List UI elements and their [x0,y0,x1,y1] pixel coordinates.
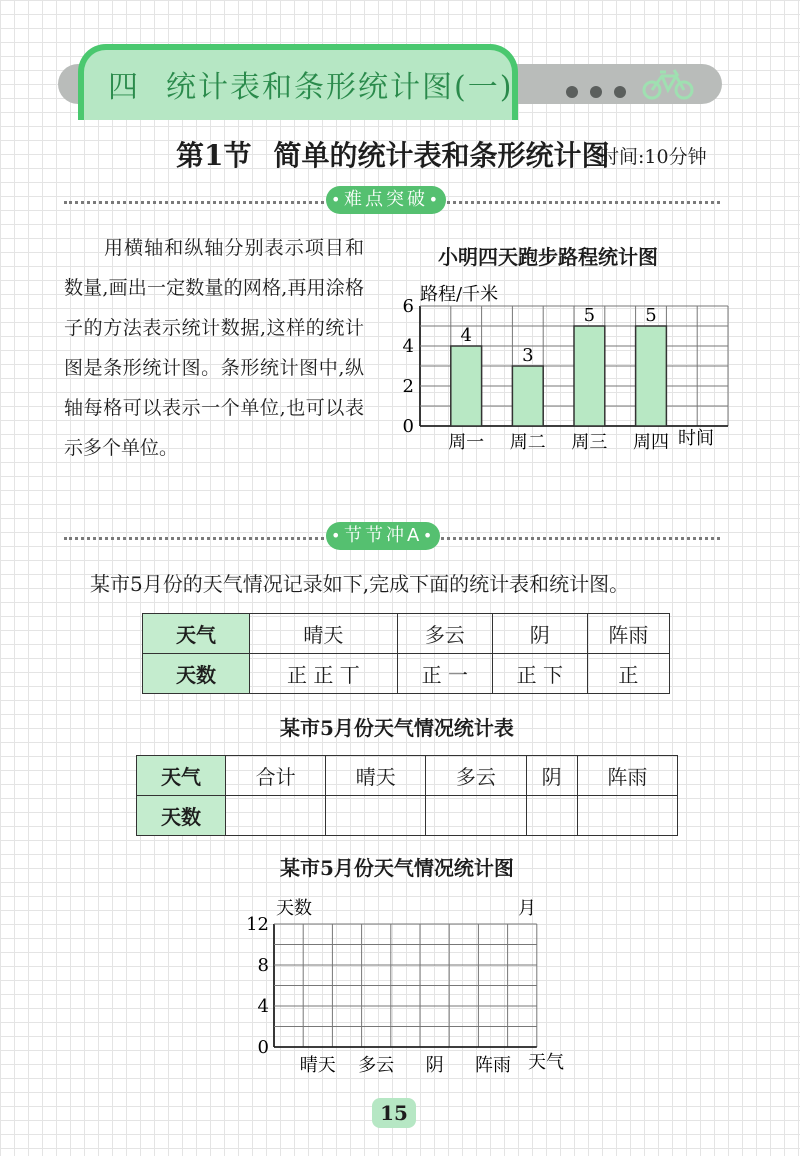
chart1-data-label: 3 [522,345,534,366]
chart2-ytick: 4 [257,996,269,1017]
chart2-categories [300,1055,511,1076]
tally-mark: 正 下 [492,654,587,694]
unit-title-text: 统计表和条形统计图(一) [166,70,514,105]
chart1-yticks [403,296,414,437]
unit-title [108,62,513,106]
chart1-ytick: 2 [402,376,414,397]
stat-col-overcast: 阴 [526,756,577,796]
stat-input-cell[interactable] [226,796,326,836]
chart1-category-label: 周二 [509,432,546,453]
chart2-corner-label: 月 [518,898,536,919]
section-title-text: 简单的统计表和条形统计图 [273,139,610,172]
time-limit: 时间:10分钟 [600,146,707,168]
chart2-ytick: 0 [257,1037,269,1058]
stat-col-cloudy: 多云 [426,756,526,796]
stat-header-days: 天数 [137,796,226,836]
stat-table-caption: 某市5月份天气情况统计表 [280,716,514,740]
section-title [176,134,610,174]
chart2-category-label: 阴 [425,1055,444,1076]
chart2-xlabel: 天气 [528,1052,564,1073]
chart2-ytick: 8 [257,955,269,976]
chart1-ylabel: 路程/千米 [420,284,499,305]
chart1-ytick: 0 [402,416,414,437]
chart2-category-label: 晴天 [299,1055,336,1076]
chart1 [380,270,730,460]
intro-paragraph: 用横轴和纵轴分别表示项目和数量,画出一定数量的网格,再用涂格子的方法表示统计数据,这样的统计图是条形统计图。条形统计图中,纵轴每格可以表示一个单位,也可以表示多个单位。 [64,237,364,459]
tally-header-days: 天数 [143,654,250,694]
chart1-categories [448,432,669,453]
unit-number: 四 [108,70,140,105]
tally-col-overcast: 阴 [492,614,587,654]
stat-col-sunny: 晴天 [326,756,426,796]
chart2-yticks [246,914,269,1058]
stat-input-cell[interactable] [426,796,526,836]
chart2-grid[interactable] [274,924,537,1047]
chart1-data-label: 5 [645,305,657,326]
stat-col-shower: 阵雨 [577,756,677,796]
exercise-prompt: 某市5月份的天气情况记录如下,完成下面的统计表和统计图。 [90,572,630,596]
decor-dot [590,86,602,98]
chart1-category-label: 周一 [448,432,485,453]
stat-header-weather: 天气 [137,756,226,796]
difficulty-pill: • 难点突破 • [326,186,446,214]
chart1-bar [636,326,667,426]
tally-mark: 正 正 丅 [250,654,398,694]
chart1-data-label: 4 [460,325,472,346]
page-number: 15 [372,1098,416,1128]
stat-input-cell[interactable] [577,796,677,836]
chart1-xlabel: 时间 [678,428,714,449]
chart2-title: 某市5月份天气情况统计图 [280,856,514,880]
chart2-ylabel: 天数 [276,898,312,919]
chart1-category-label: 周四 [633,432,669,453]
tally-col-shower: 阵雨 [587,614,669,654]
stat-input-cell[interactable] [326,796,426,836]
chart2-ytick: 12 [246,914,269,935]
tally-header-weather: 天气 [143,614,250,654]
bicycle-icon [640,66,696,100]
tally-col-sunny: 晴天 [250,614,398,654]
chart1-bar [574,326,605,426]
chart1-title: 小明四天跑步路程统计图 [438,245,658,269]
tally-mark: 正 [587,654,669,694]
chart1-data-label: 5 [583,305,596,326]
chart1-bar [512,366,543,426]
stat-table [136,755,678,836]
section-label: 第1节 [176,139,252,172]
decor-dot [566,86,578,98]
chart2-category-label: 阵雨 [475,1055,511,1076]
tally-table [142,613,670,694]
decor-dot [614,86,626,98]
tally-col-cloudy: 多云 [397,614,492,654]
chart2 [230,890,590,1080]
chart1-ytick: 6 [402,296,414,317]
chart1-bar [451,346,482,426]
stat-col-total: 合计 [226,756,326,796]
stat-input-cell[interactable] [526,796,577,836]
tally-mark: 正 一 [397,654,492,694]
practice-pill: • 节节冲A • [326,522,440,550]
chart1-ytick: 4 [402,336,414,357]
chart2-category-label: 多云 [358,1055,395,1076]
chart1-category-label: 周三 [571,432,608,453]
